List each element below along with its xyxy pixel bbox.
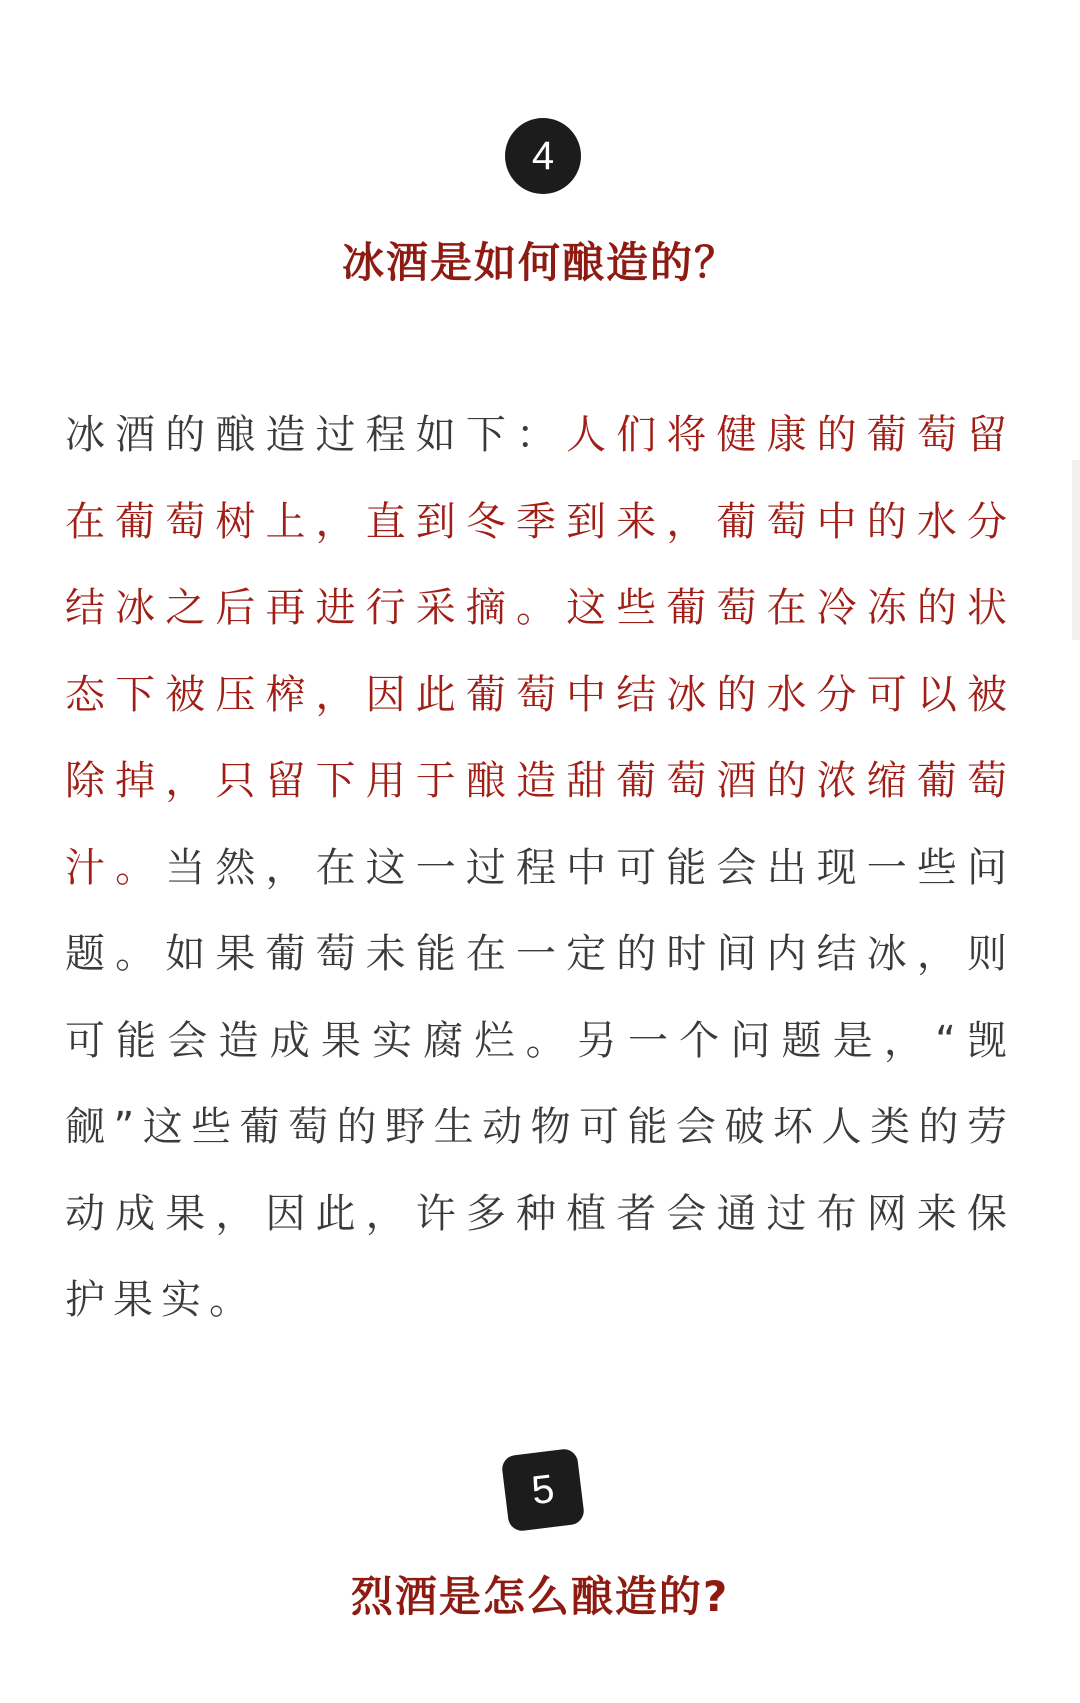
scrollbar-track[interactable] <box>1072 460 1080 640</box>
section-number: 5 <box>529 1466 557 1513</box>
section-paragraph <box>65 392 1015 1344</box>
section-number-badge <box>501 1448 586 1533</box>
paragraph-rest: 当然，在这一过程中可能会出现一些问题。如果葡萄未能在一定的时间内结冰，则可能会造成果实腐烂。另一个问题是，“觊觎”这些葡萄的野生动物可能会破坏人类的劳动成果，因此，许多种植者会通过布网来保护果实。 <box>65 844 1016 1323</box>
section-number: 4 <box>531 133 555 178</box>
paragraph-intro: 冰酒的酿造过程如下： <box>65 412 567 458</box>
section-title: 烈酒是怎么酿造的? <box>350 1572 730 1621</box>
paragraph-highlight: 人们将健康的葡萄留在葡萄树上，直到冬季到来，葡萄中的水分结冰之后再进行采摘。这些葡萄在冷冻的状态下被压榨，因此葡萄中结冰的水分可以被除掉，只留下用于酿造甜葡萄酒的浓缩葡萄汁。 <box>65 412 1016 891</box>
section-title: 冰酒是如何酿造的？ <box>341 238 738 287</box>
section-number-badge <box>505 118 581 194</box>
